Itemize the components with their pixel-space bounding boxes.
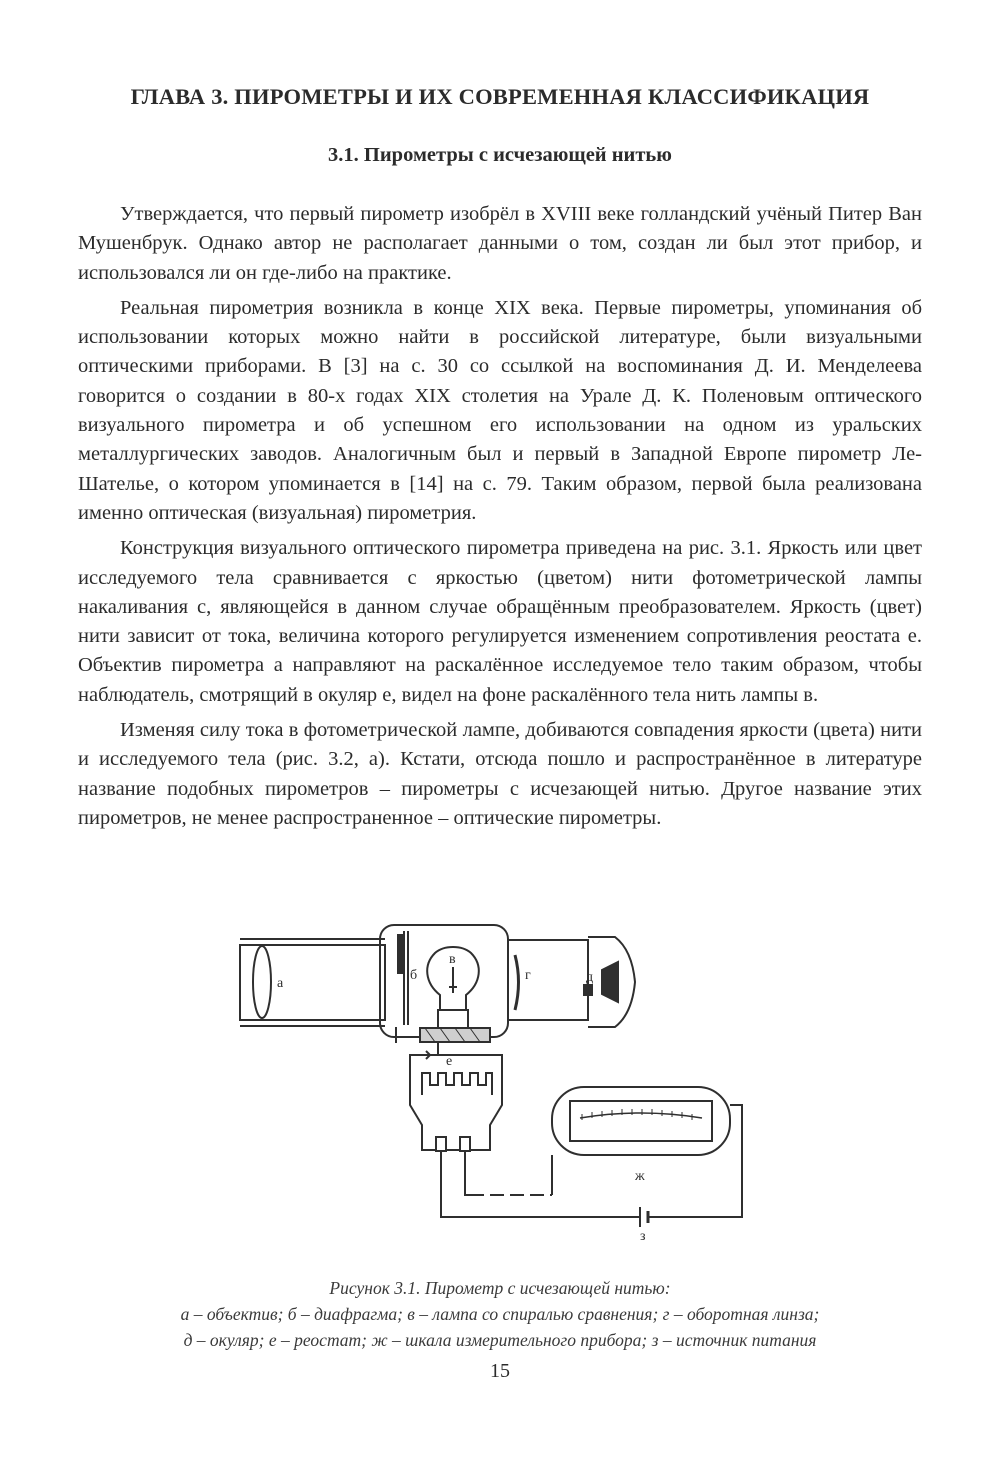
page-number: 15 (490, 1360, 510, 1382)
paragraph: Утверждается, что первый пирометр изобрёл в XVIII веке голландский учёный Питер Ван Мушенбрук. Однако автор не располагает данными о том, создан ли был этот прибор, и использовался ли он где-либо на практике. (78, 203, 922, 284)
label-zh: ж (635, 1169, 645, 1184)
pyrometer-diagram (230, 915, 770, 1245)
measuring-instrument (552, 1087, 730, 1155)
paragraph: Реальная пирометрия возникла в конце XIX века. Первые пирометры, упоминания об использовании которых можно найти в российской литературе, были визуальными оптическими приборами. В [3] на с. 30 со ссылкой на воспоминания Д. И. Менделеева говорится о создании в 80-х годах XIX столетия на Урале Д. К. Поленовым оптического визуального пирометра и об успешном его использовании на одном из уральских металлургических заводов. Аналогичным был и первый в Западной Европе пирометр Ле-Шателье, о котором упоминается в [14] на с. 79. Таким образом, первой была реализована именно оптическая (визуальная) пирометрия. (78, 296, 922, 524)
label-e: е (446, 1054, 453, 1069)
wire (441, 1151, 640, 1217)
eyepiece-tube (508, 940, 588, 1020)
figure-caption (78, 1275, 922, 1353)
section-title: 3.1. Пирометры с исчезающей нитью (328, 144, 672, 166)
caption-title: Рисунок 3.1. Пирометр с исчезающей нитью: (329, 1278, 671, 1298)
chapter-title: ГЛАВА 3. ПИРОМЕТРЫ И ИХ СОВРЕМЕННАЯ КЛАССИФИКАЦИЯ (130, 84, 870, 109)
rheostat-body (410, 1055, 502, 1150)
paragraph: Изменяя силу тока в фотометрической лампе, добиваются совпадения яркости (цвета) нити и исследуемого тела (рис. 3.2, a). Кстати, отсюда пошло и распространённое в литературе название подобных пирометров – пирометры с исчезающей нитью. Другое название этих пирометров, не менее распространенное – оптические пирометры. (78, 719, 922, 829)
wire (465, 1151, 470, 1195)
caption-legend-line: д – окуляр; е – реостат; ж – шкала измерительного прибора; з – источник питания (183, 1330, 817, 1350)
label-z: з (640, 1229, 646, 1244)
label-b: б (410, 968, 418, 983)
objective-tube (240, 945, 385, 1020)
label-v: в (449, 952, 456, 967)
caption-legend-line: а – объектив; б – диафрагма; в – лампа со спиралью сравнения; г – оборотная линза; (180, 1304, 820, 1324)
body-text (78, 200, 922, 839)
label-a: а (277, 976, 284, 991)
label-d: д (586, 970, 594, 985)
objective-lens (253, 946, 271, 1018)
instrument-scale (570, 1101, 712, 1141)
rheostat-coil (422, 1073, 492, 1095)
paragraph: Конструкция визуального оптического пирометра приведена на рис. 3.1. Яркость или цвет исследуемого тела сравнивается с яркостью (цветом) нити фотометрической лампы накаливания c, являющейся в данном случае обращённым преобразователем. Яркость (цвет) нити зависит от тока, величина которого регулируется изменением сопротивления реостата e. Объектив пирометра a направляют на раскалённое исследуемое тело таким образом, чтобы наблюдатель, смотрящий в окуляр e, видел на фоне раскалённого тела нить лампы в. (78, 537, 922, 706)
label-g: г (525, 968, 531, 983)
